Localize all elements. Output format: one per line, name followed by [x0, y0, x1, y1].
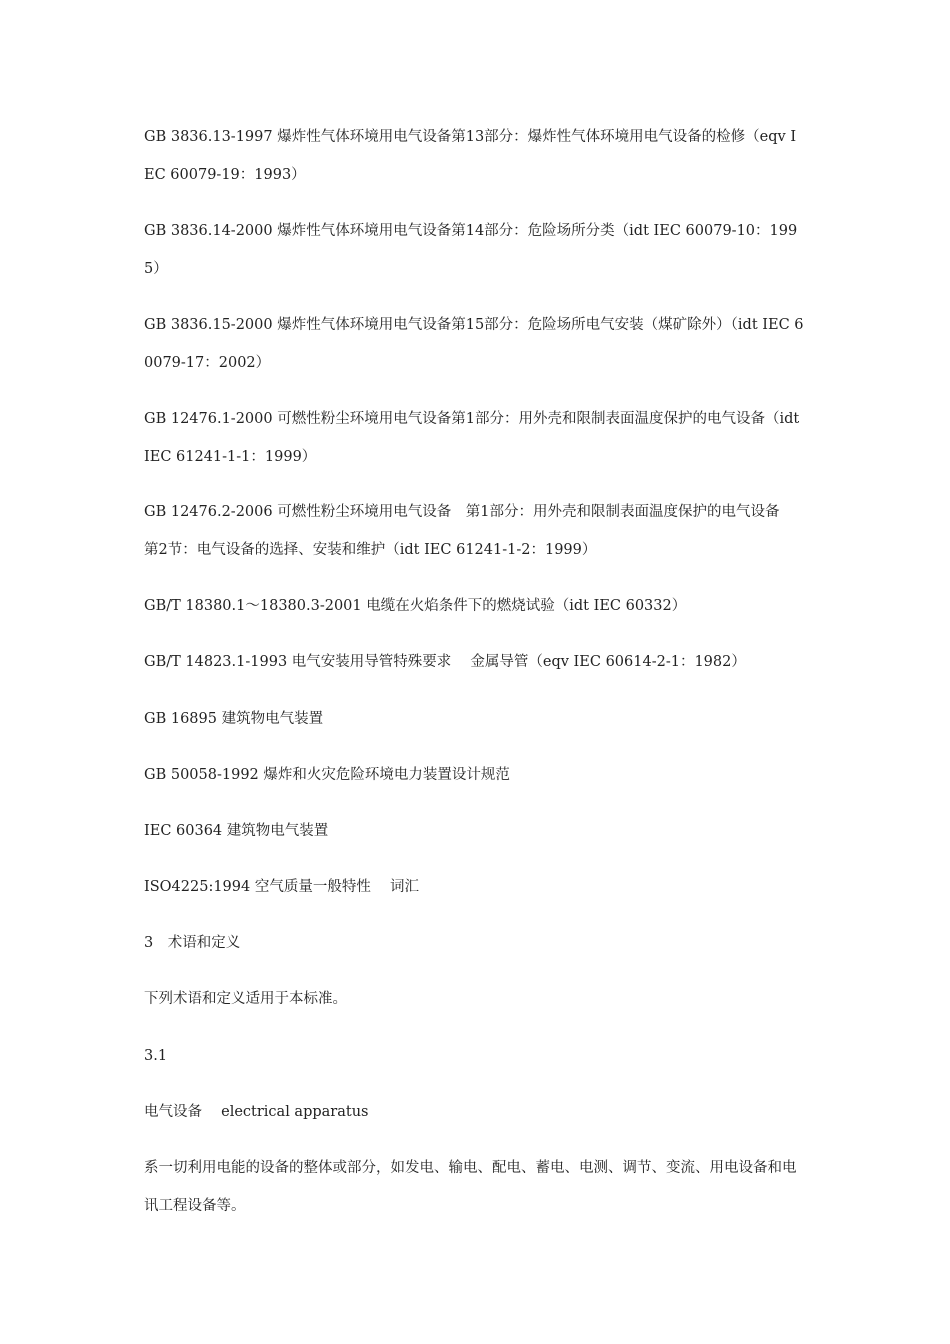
ref-iso-4225: ISO4225:1994 空气质量一般特性 词汇 [144, 879, 419, 895]
ref-gb-12476-2: GB 12476.2-2006 可燃性粉尘环境用电气设备 第1部分：用外壳和限制表面温度保护的电气设备 第2节：电气设备的选择、安装和维护（idt IEC 61241-1-2：1999） [144, 504, 794, 558]
section-heading: 3 术语和定义 [144, 935, 241, 951]
ref-gb-12476-1: GB 12476.1-2000 可燃性粉尘环境用电气设备第1部分：用外壳和限制表面温度保护的电气设备（idt IEC 61241-1-1：1999） [144, 411, 804, 465]
section-intro: 下列术语和定义适用于本标准。 [144, 991, 347, 1007]
ref-iec-60364: IEC 60364 建筑物电气装置 [144, 823, 329, 839]
ref-gb-3836-14: GB 3836.14-2000 爆炸性气体环境用电气设备第14部分：危险场所分类（idt IEC 60079-10：1995） [144, 223, 798, 277]
ref-gb-16895: GB 16895 建筑物电气装置 [144, 711, 324, 727]
term-title: 电气设备 electrical apparatus [144, 1104, 369, 1120]
ref-gb-3836-15: GB 3836.15-2000 爆炸性气体环境用电气设备第15部分：危险场所电气安装（煤矿除外）（idt IEC 60079-17：2002） [144, 317, 804, 371]
clause-number: 3.1 [144, 1048, 168, 1064]
ref-gbt-18380: GB/T 18380.1～18380.3-2001 电缆在火焰条件下的燃烧试验（idt IEC 60332） [144, 598, 687, 614]
ref-gbt-14823-1: GB/T 14823.1-1993 电气安装用导管特殊要求 金属导管（eqv IEC 60614-2-1：1982） [144, 654, 746, 670]
ref-gb-3836-13: GB 3836.13-1997 爆炸性气体环境用电气设备第13部分：爆炸性气体环境用电气设备的检修（eqv IEC 60079-19：1993） [144, 129, 797, 183]
term-definition: 系一切利用电能的设备的整体或部分，如发电、输电、配电、蓄电、电测、调节、变流、用电设备和电讯工程设备等。 [144, 1160, 797, 1214]
ref-gb-50058: GB 50058-1992 爆炸和火灾危险环境电力装置设计规范 [144, 767, 510, 783]
